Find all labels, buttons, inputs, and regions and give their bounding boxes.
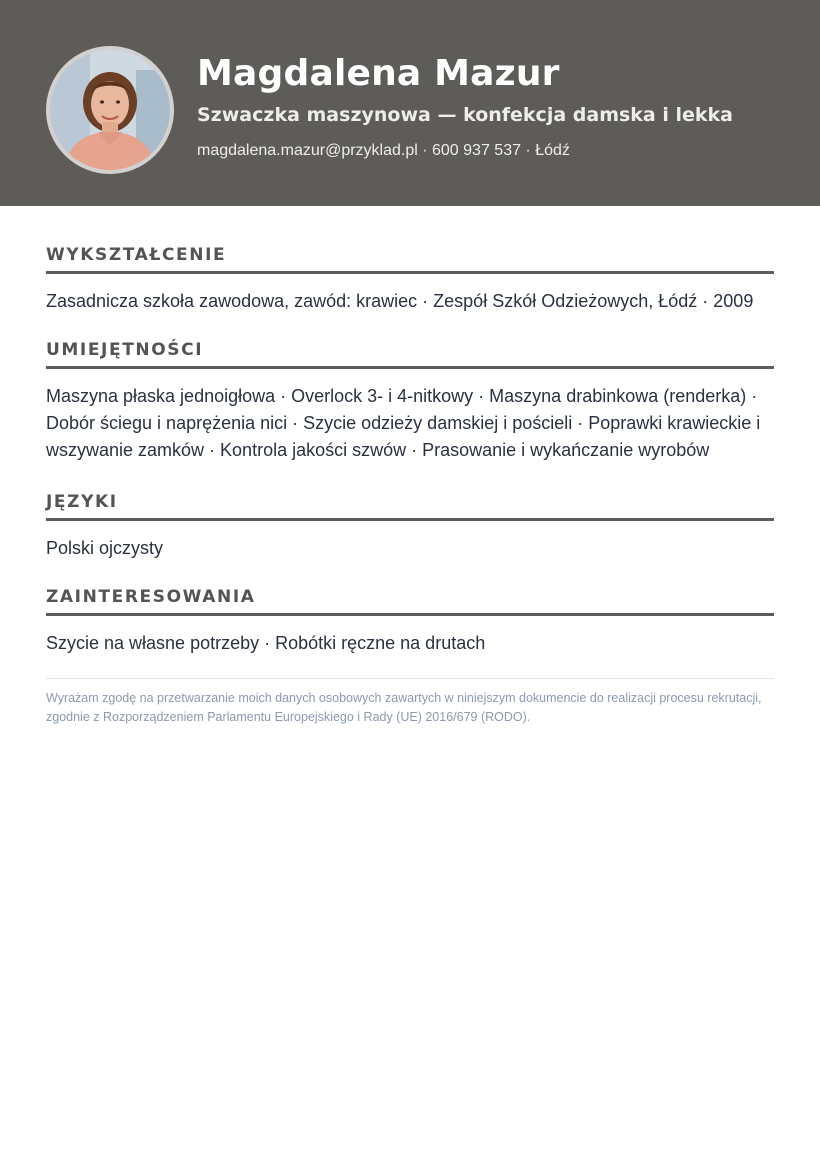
section-heading: UMIEJĘTNOŚCI xyxy=(46,339,774,369)
header-text xyxy=(197,52,800,162)
contact-line: magdalena.mazur@przyklad.pl · 600 937 537 · Łódź xyxy=(197,142,570,159)
section-text: Maszyna płaska jednoigłowa · Overlock 3- i 4-nitkowy · Maszyna drabinkowa (renderka) · Dobór ściegu i naprężenia nici · Szycie odzieży damskiej i pościeli · Poprawki krawieckie i wszywanie zamków · Kontrola jakości szwów · Prasowanie i wykańczanie wyrobów xyxy=(46,386,761,460)
candidate-name: Magdalena Mazur xyxy=(197,53,560,94)
section-text: Polski ojczysty xyxy=(46,538,164,558)
section-heading: JĘZYKI xyxy=(46,491,774,521)
gdpr-consent-clause: Wyrażam zgodę na przetwarzanie moich danych osobowych zawartych w niniejszym dokumencie do realizacji procesu rekrutacji, zgodnie z Rozporządzeniem Parlamentu Europejskiego i Rady (UE) 2016/679 (RODO). xyxy=(46,691,762,724)
profile-photo xyxy=(46,46,174,174)
section-text: Szycie na własne potrzeby · Robótki ręczne na drutach xyxy=(46,633,486,653)
section-education xyxy=(46,244,774,315)
section-heading: ZAINTERESOWANIA xyxy=(46,586,774,616)
person-photo-icon xyxy=(50,50,170,170)
header-banner xyxy=(0,0,820,206)
section-heading: WYKSZTAŁCENIE xyxy=(46,244,774,274)
section-languages xyxy=(46,491,774,562)
section-skills xyxy=(46,339,774,464)
job-title: Szwaczka maszynowa — konfekcja damska i lekka xyxy=(197,104,733,126)
section-text: Zasadnicza szkoła zawodowa, zawód: krawiec · Zespół Szkół Odzieżowych, Łódź · 2009 xyxy=(46,291,754,311)
section-interests xyxy=(46,586,774,657)
footer-divider xyxy=(46,678,774,679)
